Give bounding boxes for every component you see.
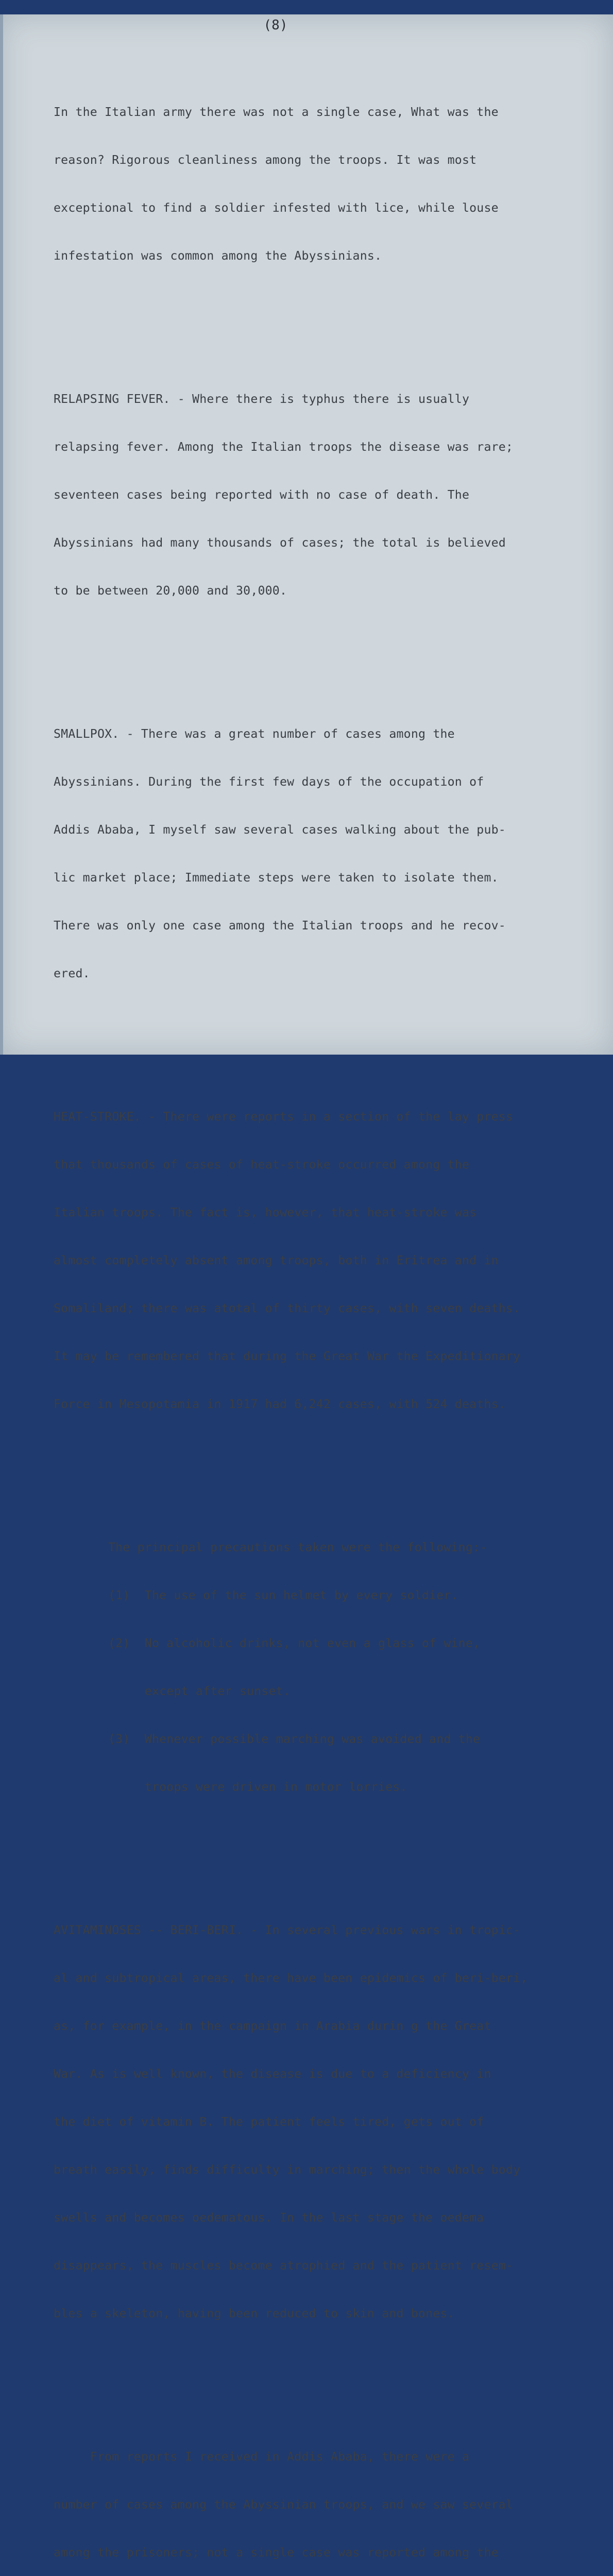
paragraph-intro: [54, 72, 589, 296]
text-line: seventeen cases being reported with no case of death. The: [54, 488, 470, 502]
text-line: reason? Rigorous cleanliness among the troops. It was most: [54, 153, 477, 167]
text-line: There was only one case among the Italian troops and he recov-: [54, 919, 506, 933]
text-line: In the Italian army there was not a single case, What was the: [54, 105, 499, 119]
text-line: bles a skeleton, having been reduced to skin and bones.: [54, 2307, 455, 2320]
list-heading: The principal precautions taken were the following:-: [108, 1540, 488, 1554]
text-line: that thousands of cases of heat-stroke occurred among the: [54, 1158, 470, 1172]
list-item: (1) The use of the sun helmet by every soldier.: [108, 1588, 458, 1602]
text-line: lic market place; Immediate steps were taken to isolate them.: [54, 871, 499, 885]
text-line: among the prisoners; not a single case was reported among the: [54, 2546, 499, 2560]
text-line: infestation was common among the Abyssinians.: [54, 249, 382, 263]
text-line: From reports I received in Addis Ababa, there were a: [54, 2450, 470, 2464]
list-item-continued: except after sunset.: [108, 1684, 291, 1698]
page-number: (8): [263, 18, 288, 33]
text-line: Force in Mesopotamia in 1917 had 6,242 cases, with 524 deaths.: [54, 1397, 506, 1411]
text-line: the diet of vitamin B. The patient feels tired, gets out of: [54, 2115, 484, 2129]
paragraph-relapsing-fever: [54, 359, 589, 631]
text-line: It may be remembered that during the Great War the Expeditionary: [54, 1349, 521, 1363]
paragraph-beri-beri: [54, 1890, 589, 2353]
text-line: exceptional to find a soldier infested with lice, while louse: [54, 201, 499, 215]
text-line: Abyssinians. During the first few days of the occupation of: [54, 775, 484, 789]
text-line: relapsing fever. Among the Italian troops the disease was rare;: [54, 440, 514, 454]
text-line: breath easily, finds difficulty in marching; then the whole body: [54, 2163, 521, 2177]
text-line: as, for example, in the campaign in Arabia durin g the Great: [54, 2019, 491, 2033]
document-page: [0, 14, 613, 2560]
document-body: [54, 40, 589, 2576]
text-line: RELAPSING FEVER. - Where there is typhus there is usually: [54, 392, 470, 406]
paragraph-addis-reports: [54, 2417, 589, 2576]
list-item-continued: troops were driven in motor lorries.: [108, 1780, 407, 1794]
text-line: ered.: [54, 967, 90, 980]
text-line: AVITAMINOSES -- BERI-BERI. - In several previous wars in tropic-: [54, 1923, 521, 1937]
text-line: Somaliland; there was atotal of thirty cases, with seven deaths.: [54, 1301, 521, 1315]
text-line: to be between 20,000 and 30,000.: [54, 584, 287, 598]
paragraph-heat-stroke: [54, 1077, 589, 1444]
text-line: Abyssinians had many thousands of cases; the total is believed: [54, 536, 506, 550]
text-line: Addis Ababa, I myself saw several cases walking about the pub-: [54, 823, 506, 837]
precautions-list: [108, 1507, 589, 1827]
list-item: (3) Whenever possible marching was avoided and the: [108, 1732, 481, 1746]
text-line: almost completely absent among troops, both in Eritrea and in: [54, 1253, 499, 1267]
paragraph-smallpox: [54, 694, 589, 1013]
text-line: number of cases among the Abyssinian troops, and we saw several: [54, 2498, 514, 2512]
text-line: al and subtropical areas, there have been epidemics of beri-beri,: [54, 1971, 528, 1985]
text-line: disappears, the muscles become atrophied and the patient resem-: [54, 2259, 514, 2273]
text-line: War. As is well known, the disease is due to a deficiency in: [54, 2067, 491, 2081]
text-line: Italian troops. The fact is, however, that heat-stroke was: [54, 1206, 477, 1219]
text-line: swells and becomes oedematous. In the last stage the oedema: [54, 2211, 484, 2225]
text-line: HEAT-STROKE. - There were reports in a section of the lay press: [54, 1110, 514, 1124]
text-line: SMALLPOX. - There was a great number of cases among the: [54, 727, 455, 741]
list-item: (2) No alcoholic drinks, not even a glass of wine,: [108, 1636, 481, 1650]
